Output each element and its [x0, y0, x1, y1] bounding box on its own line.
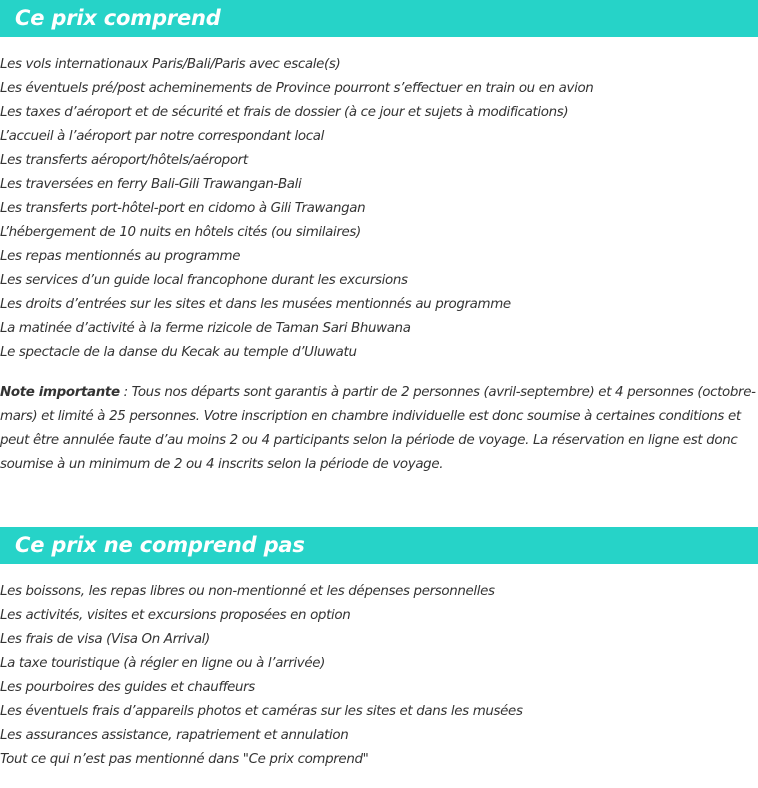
- important-note-text: : Tous nos départs sont garantis à partir de 2 personnes (avril-septembre) et 4 personnes (octobre-mars) et limité à 25 personnes. Votre inscription en chambre individuelle est donc soumise à certaines conditions et peut être annulée faute d’au moins 2 ou 4 participants selon la période de voyage. La réservation en ligne est donc soumise à un minimum de 2 ou 4 inscrits selon la période de voyage.: [0, 385, 756, 472]
- list-item: Les éventuels pré/post acheminements de Province pourront s’effectuer en train ou en avion: [0, 81, 594, 96]
- price-excludes-section: [0, 527, 758, 772]
- list-item: Les éventuels frais d’appareils photos et caméras sur les sites et dans les musées: [0, 704, 523, 719]
- important-note-label: Note importante: [0, 385, 120, 400]
- list-item: Les taxes d’aéroport et de sécurité et frais de dossier (à ce jour et sujets à modifications): [0, 105, 569, 120]
- list-item: Les services d’un guide local francophone durant les excursions: [0, 273, 408, 288]
- list-item: Les pourboires des guides et chauffeurs: [0, 680, 255, 695]
- list-item: Le spectacle de la danse du Kecak au temple d’Uluwatu: [0, 345, 357, 360]
- price-excludes-title: Ce prix ne comprend pas: [15, 533, 305, 557]
- list-item: L’accueil à l’aéroport par notre correspondant local: [0, 129, 325, 144]
- list-item: Les vols internationaux Paris/Bali/Paris avec escale(s): [0, 57, 341, 72]
- list-item: Les traversées en ferry Bali-Gili Trawangan-Bali: [0, 177, 302, 192]
- list-item: La taxe touristique (à régler en ligne ou à l’arrivée): [0, 656, 325, 671]
- list-item: Les assurances assistance, rapatriement et annulation: [0, 728, 349, 743]
- list-item: La matinée d’activité à la ferme rizicole de Taman Sari Bhuwana: [0, 321, 411, 336]
- list-item: Les boissons, les repas libres ou non-mentionné et les dépenses personnelles: [0, 584, 495, 599]
- important-note: [0, 381, 758, 477]
- price-excludes-header: [0, 527, 758, 564]
- price-includes-list: [0, 53, 758, 365]
- list-item: Les transferts port-hôtel-port en cidomo à Gili Trawangan: [0, 201, 366, 216]
- list-item: Les frais de visa (Visa On Arrival): [0, 632, 210, 647]
- price-includes-header: [0, 0, 758, 37]
- list-item: L’hébergement de 10 nuits en hôtels cités (ou similaires): [0, 225, 361, 240]
- list-item: Les activités, visites et excursions proposées en option: [0, 608, 351, 623]
- price-includes-title: Ce prix comprend: [15, 6, 221, 30]
- list-item: Tout ce qui n’est pas mentionné dans "Ce prix comprend": [0, 752, 369, 767]
- price-excludes-list: [0, 580, 758, 772]
- list-item: Les transferts aéroport/hôtels/aéroport: [0, 153, 248, 168]
- list-item: Les repas mentionnés au programme: [0, 249, 241, 264]
- list-item: Les droits d’entrées sur les sites et dans les musées mentionnés au programme: [0, 297, 511, 312]
